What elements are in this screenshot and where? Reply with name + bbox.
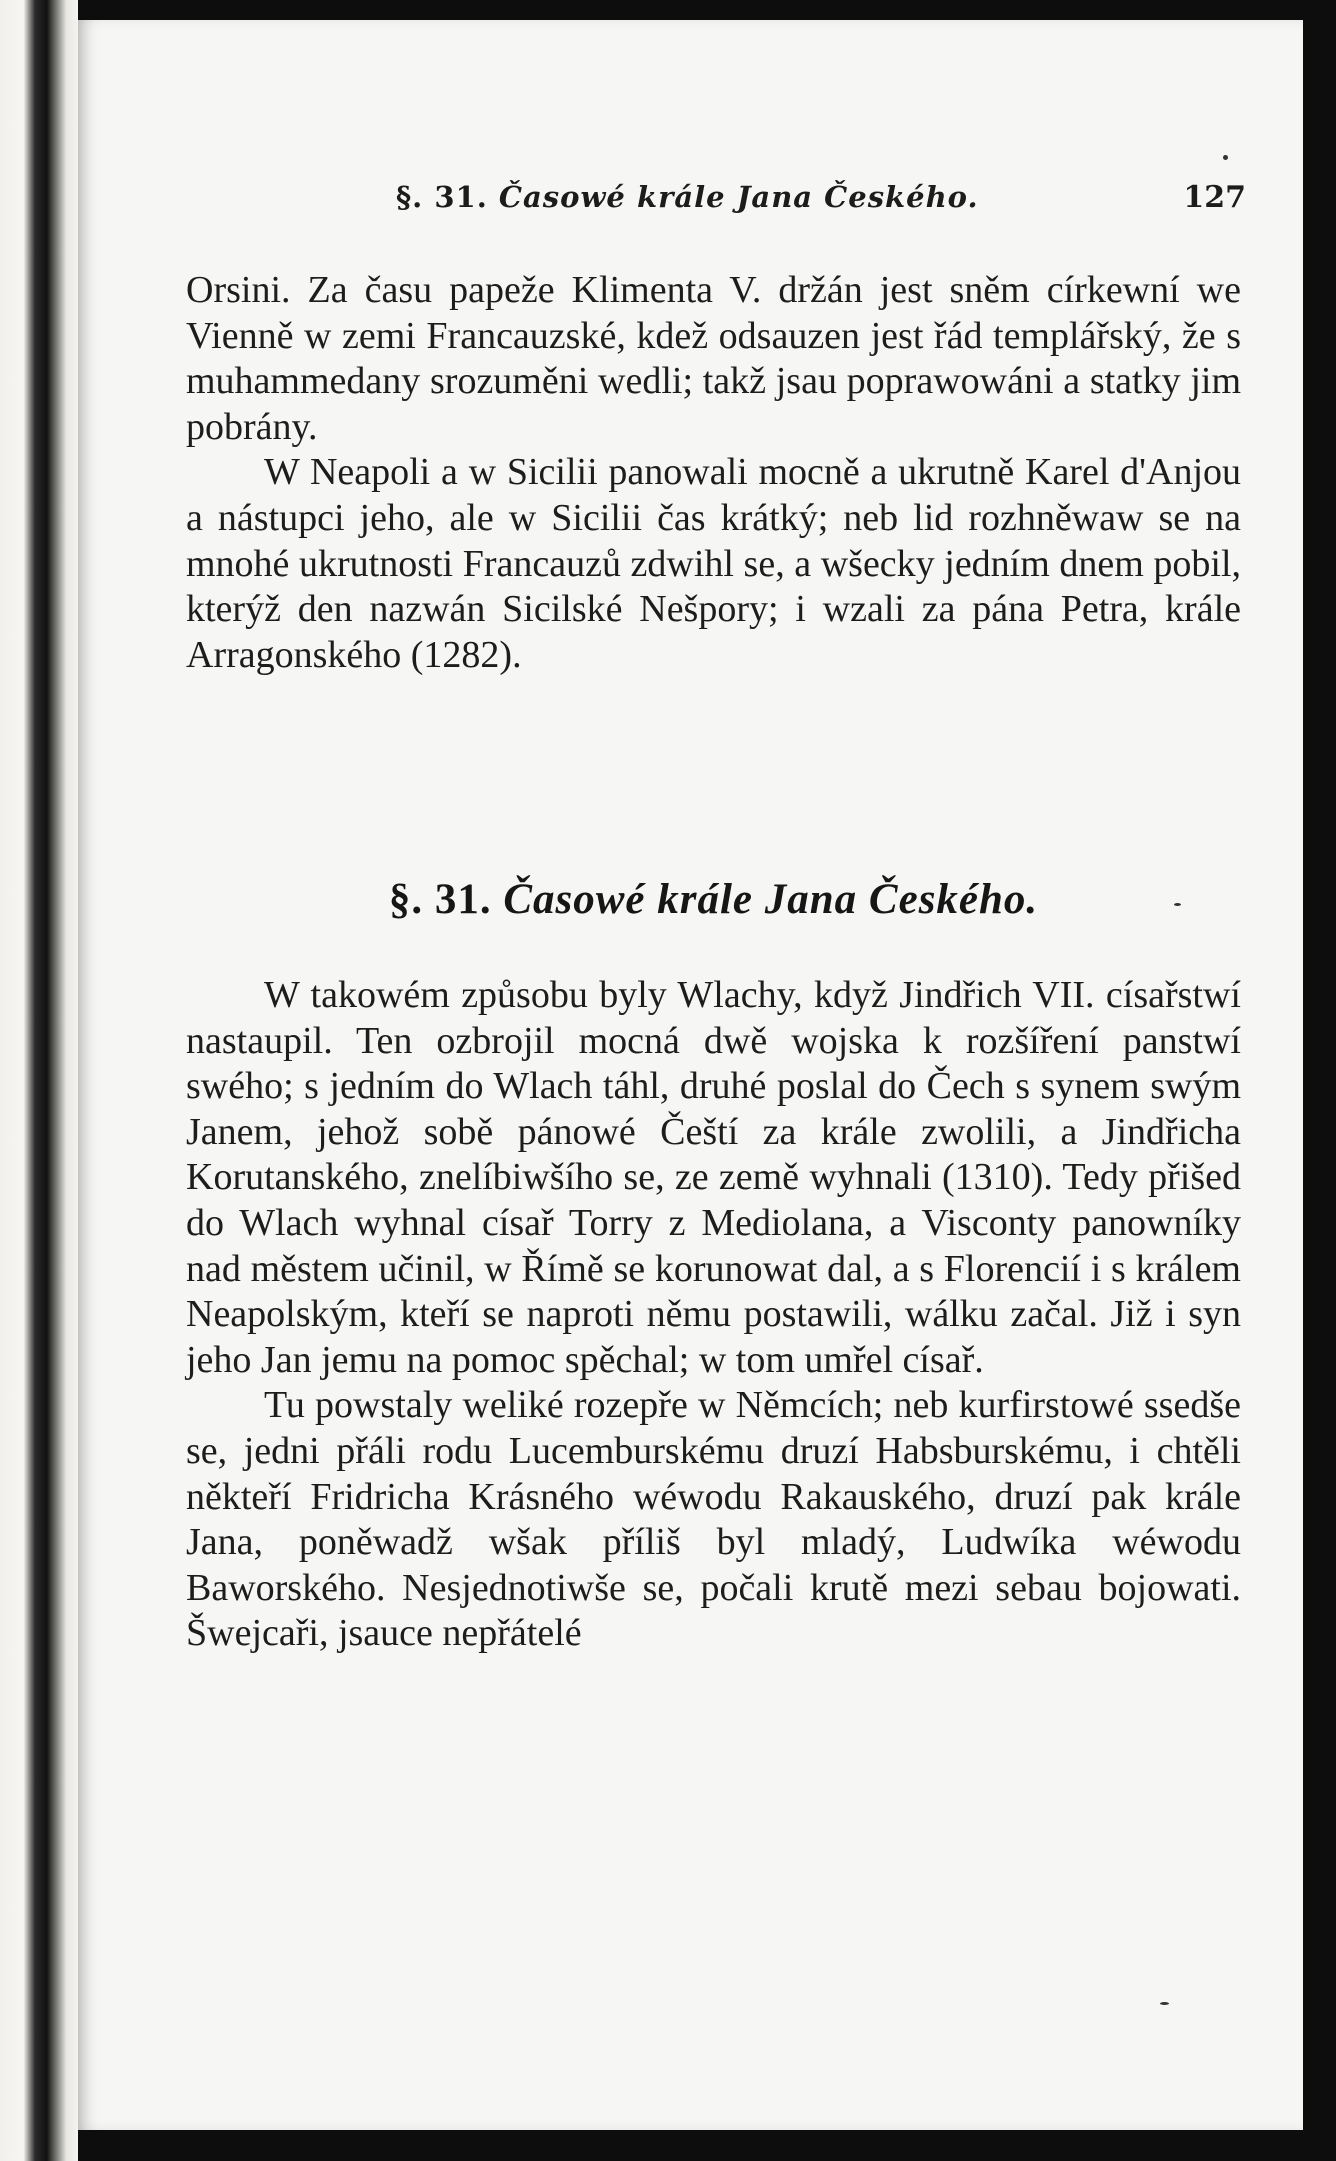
running-head: [396, 180, 1246, 230]
paper-speck: [1223, 155, 1228, 160]
section-heading-title: Časowé krále Jana Českého.: [503, 876, 1039, 923]
paragraph-takowem: W takowém způsobu byly Wlachy, když Jindřich VII. císařstwí nastaupil. Ten ozbrojil mocná dwě wojska k rozšíření panstwí swého; s jedním do Wlach táhl, druhé poslal do Čech s synem swým Janem, jehož sobě pánowé Čeští za krále zwolili, a Jindřicha Korutanského, znelíbiwšího se, ze země wyhnali (1310). Tedy přišed do Wlach wyhnal císař Torry z Mediolana, a Visconty panowníky nad městem učinil, w Římě se korunowat dal, a s Florencií i s králem Neapolským, kteří se naproti němu postawili, wálku začal. Již i syn jeho Jan jemu na pomoc spěchal; w tom umřel císař.: [186, 974, 1241, 1381]
text-block-after-section: [186, 973, 1241, 1657]
section-heading-mark: §. 31.: [388, 876, 492, 923]
paper-speck: [1174, 903, 1181, 906]
running-head-section-mark: §. 31.: [396, 180, 488, 214]
section-heading: [186, 875, 1241, 924]
paragraph-neapoli: W Neapoli a w Sicilii panowali mocně a ukrutně Karel d'Anjou a nástupci jeho, ale w Sicilii čas krátký; neb lid rozhněwaw se na mnohé ukrutnosti Francauzů zdwihl se, a wšecky jedním dnem pobil, kterýž den nazwán Sicilské Nešpory; i wzali za pána Petra, krále Arragonského (1282).: [186, 451, 1241, 676]
paragraph-powstaly: Tu powstaly weliké rozepře w Němcích; neb kurfirstowé ssedše se, jedni přáli rodu Lucemburskému druzí Habsburskému, i chtěli někteří Fridricha Krásného wéwodu Rakauského, druzí pak krále Jana, poněwadž wšak příliš byl mladý, Ludwíka wéwodu Baworského. Nesjednotiwše se, počali krutě mezi sebau bojowati. Šwejcaři, jsauce nepřátelé: [186, 1384, 1241, 1655]
paragraph-orsini: Orsini. Za času papeže Klimenta V. držán jest sněm církewní we Vienně w zemi Francauzské, kdež odsauzen jest řád templářský, že s muhammedany srozuměni wedli; takž jsau poprawowáni a statky jim pobrány.: [186, 269, 1241, 448]
paper-speck: [1160, 2002, 1169, 2005]
book-spine-edge: [0, 0, 78, 2161]
page-sheet: [78, 20, 1303, 2130]
running-head-chapter-title: Časowé krále Jana Českého.: [498, 180, 979, 214]
text-block-before-section: [186, 268, 1241, 678]
page-number: 127: [1183, 180, 1246, 215]
running-head-title: [396, 180, 979, 214]
